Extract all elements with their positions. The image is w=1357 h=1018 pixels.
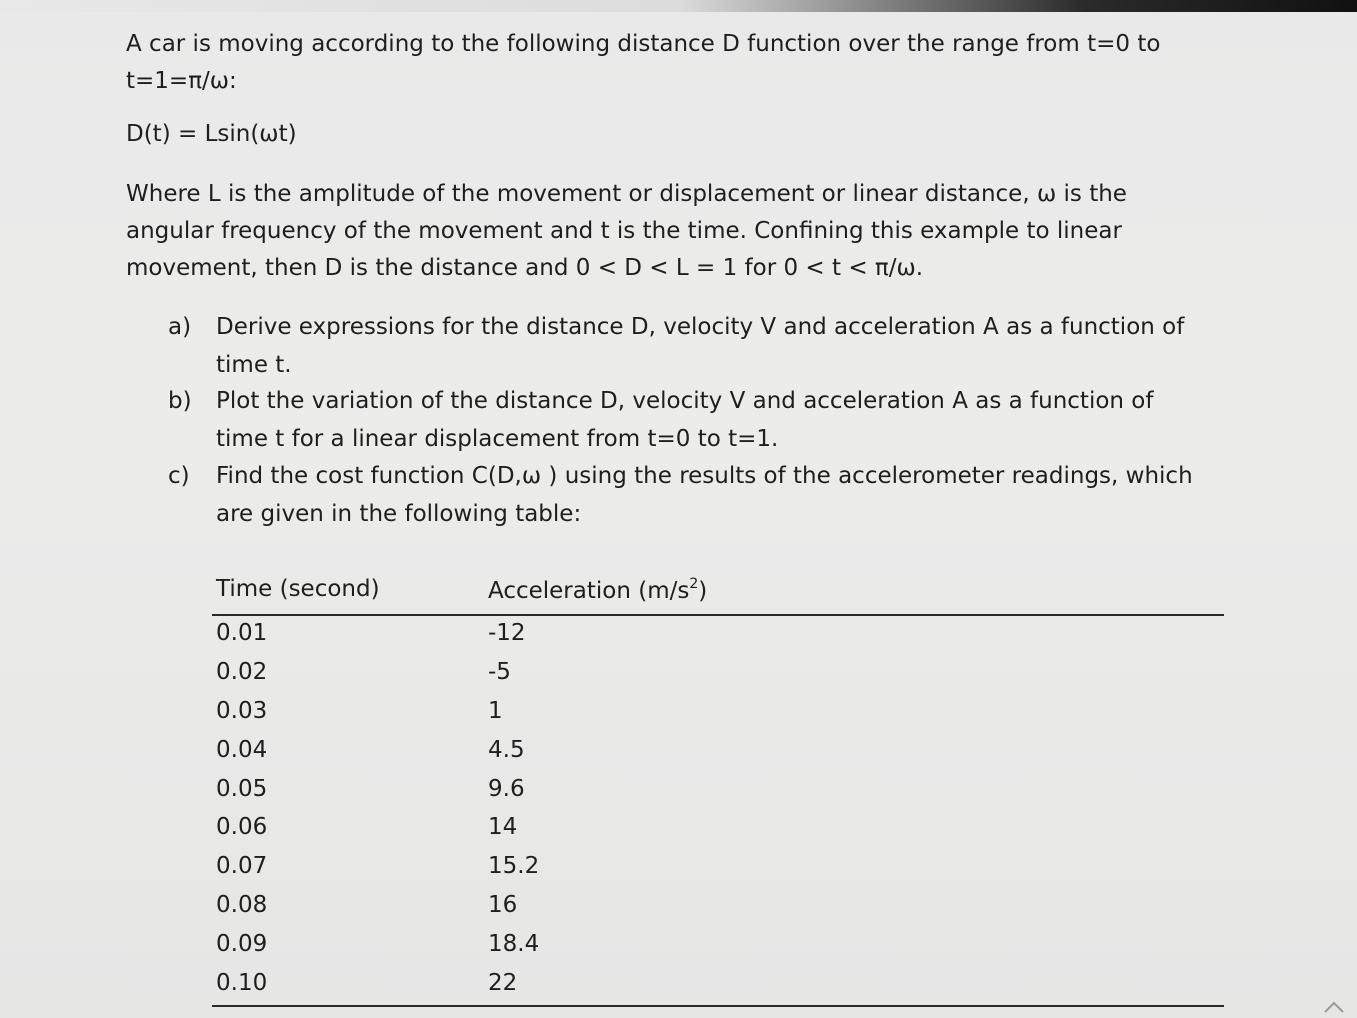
- table-row: [212, 849, 1224, 888]
- question-b: [168, 382, 1153, 458]
- question-a-text: [216, 308, 1184, 384]
- definitions-line-3: movement, then D is the distance and 0 < D < L = 1 for 0 < t < π/ω.: [126, 255, 924, 281]
- question-b-line-1: Plot the variation of the distance D, velocity V and acceleration A as a function of: [216, 388, 1154, 414]
- definitions-paragraph: [126, 176, 1127, 287]
- time-cell: 0.04: [216, 736, 268, 763]
- table-row: [212, 772, 1224, 811]
- intro-line-1: A car is moving according to the following distance D function over the range from t=0 to: [126, 31, 1161, 57]
- table-row: [212, 927, 1224, 966]
- header-acceleration-exponent: 2: [689, 576, 699, 592]
- acceleration-cell: 22: [488, 970, 518, 997]
- acceleration-cell: -12: [488, 620, 526, 646]
- question-c-text: [216, 457, 1193, 533]
- table-row: [212, 810, 1224, 849]
- table-header-row: [212, 570, 1224, 616]
- table-row: [212, 655, 1224, 694]
- definitions-line-1: Where L is the amplitude of the movement or displacement or linear distance, ω is the: [126, 181, 1127, 207]
- accelerometer-table: [212, 570, 1224, 1007]
- question-a: [168, 308, 1184, 384]
- question-c-line-1: Find the cost function C(D,ω ) using the results of the accelerometer readings, which: [216, 463, 1193, 489]
- time-cell: 0.05: [216, 775, 268, 802]
- time-cell: 0.10: [216, 970, 268, 997]
- intro-line-2: t=1=π/ω:: [126, 68, 237, 94]
- table-bottom-rule: [212, 1005, 1224, 1007]
- acceleration-cell: 16: [488, 892, 518, 919]
- distance-equation: D(t) = Lsin(ωt): [126, 121, 297, 147]
- time-cell: 0.02: [216, 658, 268, 685]
- acceleration-cell: 15.2: [488, 853, 540, 880]
- question-b-line-2: time t for a linear displacement from t=0 to t=1.: [216, 426, 779, 452]
- time-cell: 0.08: [216, 892, 268, 919]
- acceleration-cell: 14: [488, 814, 518, 841]
- time-cell: 0.07: [216, 853, 268, 880]
- time-cell: 0.03: [216, 697, 268, 724]
- table-row: [212, 694, 1224, 733]
- table-row: [212, 616, 1224, 655]
- chevron-up-icon: [1323, 1000, 1345, 1014]
- question-c: [168, 457, 1193, 533]
- time-cell: 0.06: [216, 814, 268, 841]
- question-b-label: b): [168, 388, 192, 414]
- question-c-line-2: are given in the following table:: [216, 501, 582, 527]
- question-a-line-1: Derive expressions for the distance D, velocity V and acceleration A as a function of: [216, 314, 1185, 340]
- acceleration-cell: 1: [488, 697, 503, 724]
- acceleration-cell: -5: [488, 658, 511, 685]
- question-a-label: a): [168, 314, 192, 340]
- time-cell: 0.01: [216, 620, 268, 646]
- table-row: [212, 966, 1224, 1005]
- acceleration-cell: 4.5: [488, 736, 525, 763]
- question-c-label: c): [168, 463, 190, 489]
- table-row: [212, 733, 1224, 772]
- intro-paragraph: [126, 26, 1160, 100]
- table-body: [212, 616, 1224, 1005]
- table-row: [212, 888, 1224, 927]
- header-acceleration-text: Acceleration (m/s: [488, 578, 690, 604]
- header-acceleration-close: ): [698, 578, 708, 604]
- definitions-line-2: angular frequency of the movement and t is the time. Confining this example to linear: [126, 218, 1122, 244]
- acceleration-cell: 18.4: [488, 931, 540, 958]
- acceleration-cell: 9.6: [488, 775, 525, 802]
- header-time: Time (second): [216, 576, 380, 602]
- question-b-text: [216, 382, 1153, 458]
- header-acceleration: [488, 576, 707, 604]
- question-a-line-2: time t.: [216, 352, 292, 378]
- time-cell: 0.09: [216, 931, 268, 958]
